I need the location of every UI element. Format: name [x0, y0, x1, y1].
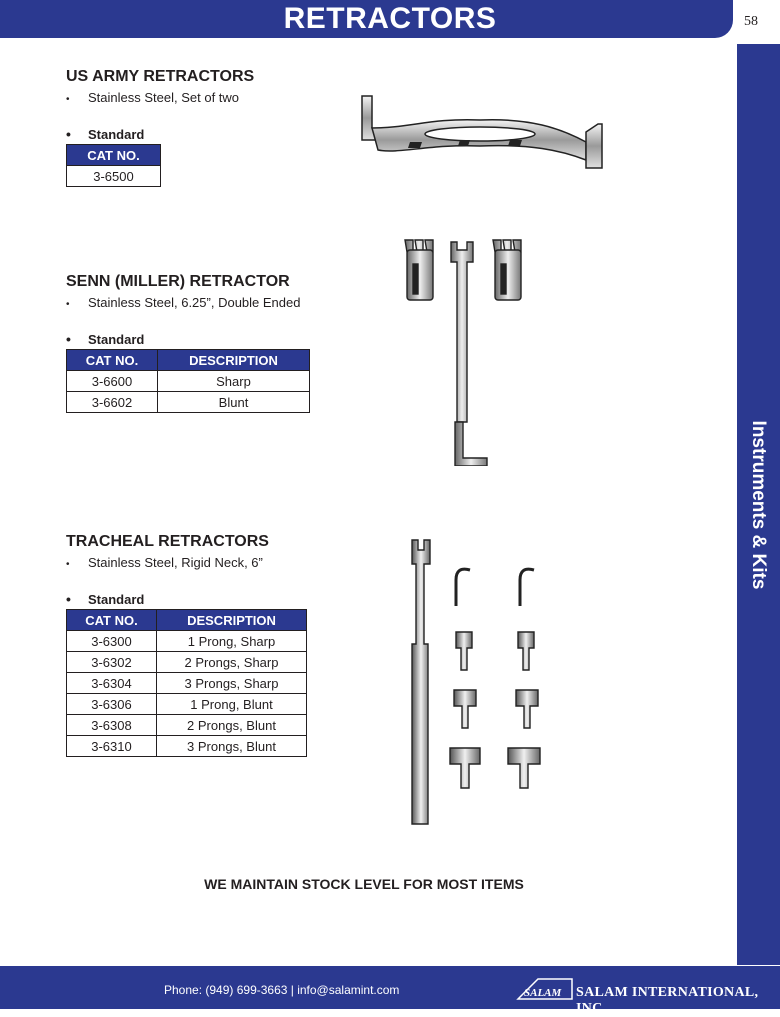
cat-no-cell: 3-6500 — [67, 166, 161, 187]
section-title-us-army: US ARMY RETRACTORS — [66, 68, 255, 85]
table-header-row — [67, 610, 307, 631]
column-header: CAT NO. — [67, 145, 161, 166]
side-tab-label: Instruments & Kits — [748, 420, 769, 590]
cat-no-cell: 3-6304 — [67, 673, 157, 694]
us-army-retractor-illustration — [350, 88, 610, 188]
description-cell: 1 Prong, Sharp — [157, 631, 307, 652]
column-header: DESCRIPTION — [158, 350, 310, 371]
catalog-table-us-army — [66, 144, 161, 187]
senn-retractor-illustration — [385, 236, 545, 466]
table-row — [67, 631, 307, 652]
catalog-table-senn — [66, 349, 310, 413]
section-title-tracheal: TRACHEAL RETRACTORS — [66, 533, 269, 550]
company-name: SALAM INTERNATIONAL, INC. — [576, 985, 759, 1016]
table-row — [67, 392, 310, 413]
stock-note: WE MAINTAIN STOCK LEVEL FOR MOST ITEMS — [204, 876, 524, 892]
section-bullet: • Stainless Steel, 6.25”, Double Ended — [66, 295, 301, 310]
table-row — [67, 371, 310, 392]
description-cell: 1 Prong, Blunt — [157, 694, 307, 715]
cat-no-cell: 3-6602 — [67, 392, 158, 413]
description-cell: 3 Prongs, Blunt — [157, 736, 307, 757]
table-header-row — [67, 350, 310, 371]
table-row — [67, 673, 307, 694]
cat-no-cell: 3-6306 — [67, 694, 157, 715]
cat-no-cell: 3-6310 — [67, 736, 157, 757]
description-cell: Sharp — [158, 371, 310, 392]
section-bullet: • Stainless Steel, Rigid Neck, 6” — [66, 555, 263, 570]
standard-label: • Standard — [66, 591, 145, 607]
description-cell: 2 Prongs, Blunt — [157, 715, 307, 736]
column-header: DESCRIPTION — [157, 610, 307, 631]
page-title: RETRACTORS — [283, 2, 497, 35]
cat-no-cell: 3-6300 — [67, 631, 157, 652]
standard-label: • Standard — [66, 331, 145, 347]
tracheal-retractors-illustration — [404, 536, 564, 836]
table-row — [67, 652, 307, 673]
section-bullet: • Stainless Steel, Set of two — [66, 90, 240, 105]
description-cell: 2 Prongs, Sharp — [157, 652, 307, 673]
column-header: CAT NO. — [67, 610, 157, 631]
cat-no-cell: 3-6308 — [67, 715, 157, 736]
description-cell: Blunt — [158, 392, 310, 413]
column-header: CAT NO. — [67, 350, 158, 371]
table-header-row — [67, 145, 161, 166]
table-row — [67, 736, 307, 757]
catalog-table-tracheal — [66, 609, 307, 757]
cat-no-cell: 3-6302 — [67, 652, 157, 673]
table-row — [67, 166, 161, 187]
standard-label: • Standard — [66, 126, 145, 142]
section-title-senn: SENN (MILLER) RETRACTOR — [66, 273, 290, 290]
cat-no-cell: 3-6600 — [67, 371, 158, 392]
logo-text: SALAM — [524, 987, 562, 999]
table-row — [67, 715, 307, 736]
footer-contact: Phone: (949) 699-3663 | info@salamint.com — [164, 983, 400, 997]
page-number: 58 — [744, 14, 758, 29]
description-cell: 3 Prongs, Sharp — [157, 673, 307, 694]
table-row — [67, 694, 307, 715]
